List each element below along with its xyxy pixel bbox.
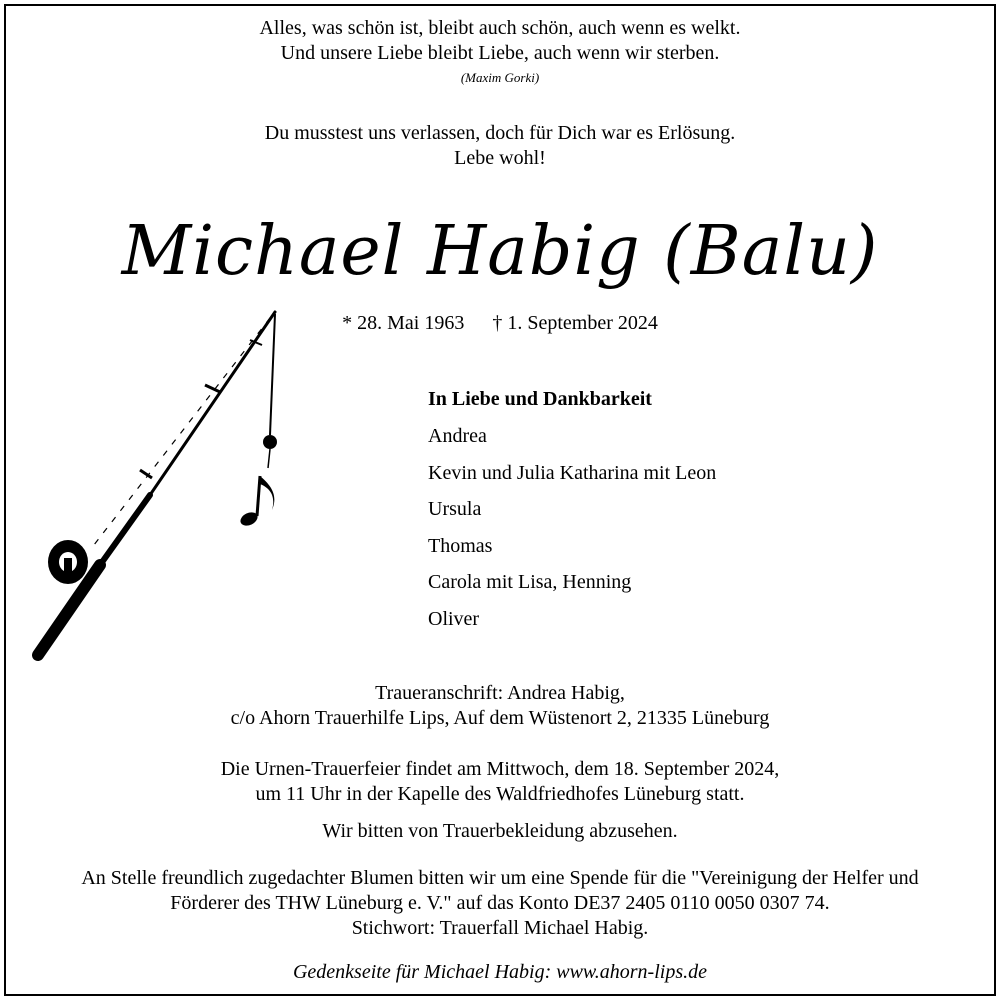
- mourners-list: [428, 386, 716, 642]
- mourner-name: Oliver: [428, 607, 480, 630]
- death-date: † 1. September 2024: [492, 312, 658, 334]
- quote-line-2: Und unsere Liebe bleibt Liebe, auch wenn wir sterben.: [280, 42, 720, 64]
- quote-line-1: Alles, was schön ist, bleibt auch schön, auch wenn es welkt.: [259, 17, 741, 39]
- memorial-page-link: Gedenkseite für Michael Habig: www.ahorn-lips.de: [292, 961, 707, 983]
- ceremony-line-1: Die Urnen-Trauerfeier findet am Mittwoch, dem 18. September 2024,: [220, 758, 780, 780]
- mourners-heading: In Liebe und Dankbarkeit: [428, 388, 652, 410]
- mourner-name: Kevin und Julia Katharina mit Leon: [428, 461, 717, 484]
- fishing-rod-icon: [20, 300, 290, 670]
- farewell-line-1: Du musstest uns verlassen, doch für Dich war es Erlösung.: [264, 122, 736, 144]
- donation-line-1: An Stelle freundlich zugedachter Blumen bitten wir um eine Spende für die "Vereinigung der Helfer und: [81, 867, 919, 889]
- farewell-line-2: Lebe wohl!: [454, 147, 546, 169]
- mourner-name: Ursula: [428, 498, 482, 520]
- deceased-name: Michael Habig (Balu): [121, 212, 879, 291]
- donation-line-2: Förderer des THW Lüneburg e. V." auf das Konto DE37 2405 0110 0050 0307 74.: [170, 892, 830, 914]
- mourner-name: Carola mit Lisa, Henning: [428, 571, 632, 593]
- address-line-1: Traueranschrift: Andrea Habig,: [375, 682, 625, 704]
- mourner-name: Thomas: [428, 534, 493, 557]
- quote-author: (Maxim Gorki): [460, 70, 540, 85]
- mourner-name: Andrea: [428, 425, 487, 447]
- dress-code-note: Wir bitten von Trauerbekleidung abzusehen.: [322, 820, 678, 842]
- donation-line-3: Stichwort: Trauerfall Michael Habig.: [351, 917, 649, 939]
- address-line-2: c/o Ahorn Trauerhilfe Lips, Auf dem Wüstenort 2, 21335 Lüneburg: [230, 707, 770, 729]
- ceremony-line-2: um 11 Uhr in der Kapelle des Waldfriedhofes Lüneburg statt.: [255, 783, 745, 805]
- birth-date: * 28. Mai 1963: [342, 312, 465, 334]
